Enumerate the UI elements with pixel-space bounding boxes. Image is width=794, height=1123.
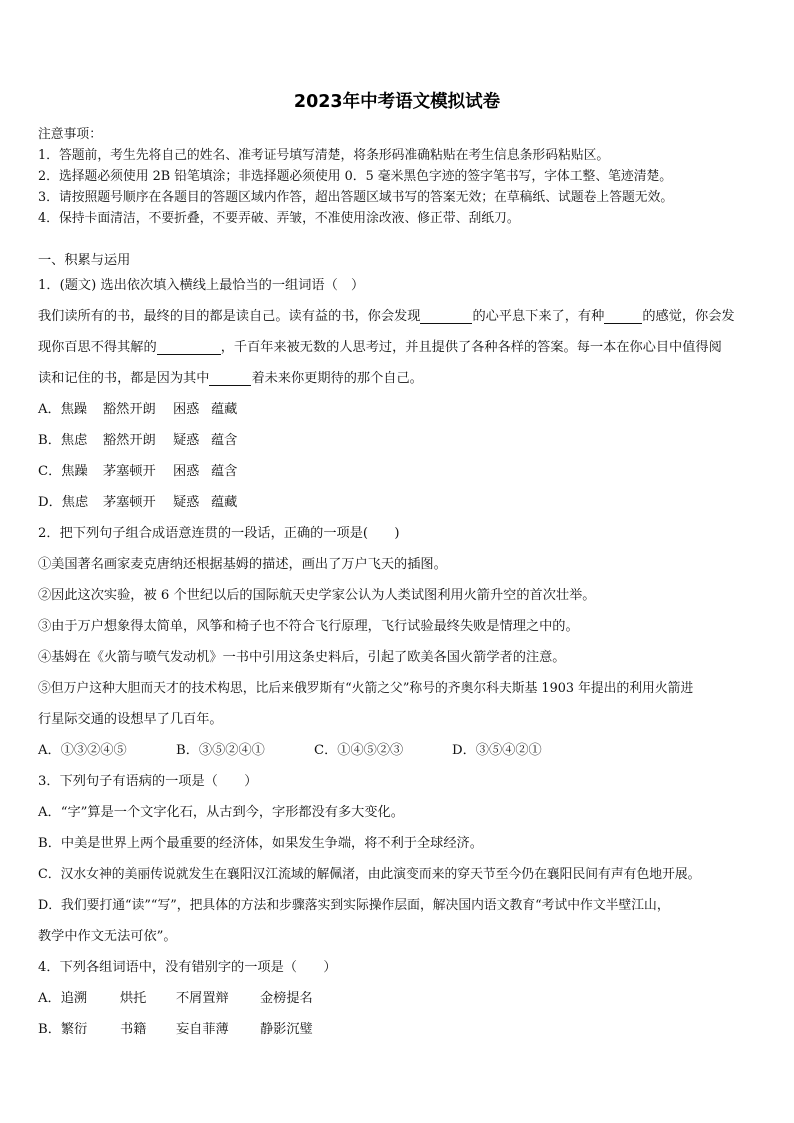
fill-blank-3 <box>157 340 221 355</box>
q1-option-d <box>38 491 237 510</box>
q2-sentence-1: ①美国著名画家麦克唐纳还根据基姆的描述，画出了万户飞天的插图。 <box>38 557 447 572</box>
q1-option-a-word-3: 困惑 <box>173 402 200 417</box>
q2-stem: 2．把下列句子组合成语意连贯的一段话，正确的一项是( ) <box>38 526 400 541</box>
q3-option-d: D．我们要打通“读”“写”，把具体的方法和步骤落实到实际操作层面，解决国内语文教育“考试中作文半壁江山， <box>38 898 670 913</box>
q1-passage-line-3 <box>38 367 423 386</box>
q1-option-c-word-2: 茅塞顿开 <box>103 464 156 479</box>
q2-options <box>38 739 542 758</box>
q4-option-a <box>38 987 313 1006</box>
notice-item-2: 2．选择题必须使用 2B 铅笔填涂；非选择题必须使用 0．5 毫米黑色字迹的签字笔书写，字体工整、笔迹清楚。 <box>38 169 673 184</box>
q1-option-b-word-2: 豁然开朗 <box>103 433 156 448</box>
q1-passage-line-2 <box>38 336 722 355</box>
q4-stem: 4．下列各组词语中，没有错别字的一项是（ ） <box>38 960 337 975</box>
notice-item-3: 3．请按照题号顺序在各题目的答题区域内作答，超出答题区域书写的答案无效；在草稿纸、试题卷上答题无效。 <box>38 190 674 205</box>
q2-option-a: A．①③②④⑤ <box>38 743 127 758</box>
q1-option-b-word-3: 疑惑 <box>173 433 200 448</box>
q3-option-c: C．汉水女神的美丽传说就发生在襄阳汉江流域的解佩渚，由此演变而来的穿天节至今仍在襄阳民间有声有色地开展。 <box>38 867 701 882</box>
q1-option-c-word-1: C．焦躁 <box>38 464 88 479</box>
notice-item-1: 1．答题前，考生先将自己的姓名、准考证号填写清楚，将条形码准确粘贴在考生信息条形码粘贴区。 <box>38 148 610 163</box>
q2-sentence-4: ④基姆在《火箭与喷气发动机》一书中引用这条史料后，引起了欧美各国火箭学者的注意。 <box>38 650 566 665</box>
q1-stem: 1．(题文) 选出依次填入横线上最恰当的一组词语（ ） <box>38 278 365 293</box>
q1-option-c-word-4: 蕴含 <box>211 464 238 479</box>
q2-sentence-3: ③由于万户想象得太简单，风筝和椅子也不符合飞行原理，飞行试验最终失败是情理之中的。 <box>38 619 579 634</box>
q1-option-b-word-4: 蕴含 <box>211 433 238 448</box>
q3-stem: 3．下列句子有语病的一项是（ ） <box>38 774 258 789</box>
q2-option-c: C．①④⑤②③ <box>314 743 404 758</box>
q1-text: ，千百年来被无数的人思考过，并且提供了各种各样的答案。每一本在你心目中值得阅 <box>220 340 722 355</box>
q2-sentence-5: ⑤但万户这种大胆而天才的技术构思，比后来俄罗斯有“火箭之父”称号的齐奥尔科夫斯基 1903 年提出的利用火箭进 <box>38 681 694 696</box>
q4-option-a-word-2: 烘托 <box>120 991 147 1006</box>
q1-text: 我们读所有的书，最终的目的都是读自己。读有益的书，你会发现 <box>38 309 421 324</box>
notice-heading: 注意事项： <box>38 127 102 142</box>
fill-blank-2 <box>604 309 642 324</box>
q4-option-a-word-3: 不屑置辩 <box>176 991 229 1006</box>
q4-option-a-word-4: 金榜提名 <box>260 991 313 1006</box>
q1-option-d-word-3: 疑惑 <box>173 495 200 510</box>
q1-option-a <box>38 398 237 417</box>
q4-option-b-word-4: 静影沉璧 <box>260 1022 313 1037</box>
q1-option-a-word-2: 豁然开朗 <box>103 402 156 417</box>
q1-text: 着未来你更期待的那个自己。 <box>251 371 423 386</box>
q4-option-b-word-2: 书籍 <box>120 1022 147 1037</box>
q2-option-d: D．③⑤④②① <box>452 743 542 758</box>
q3-option-d-cont: 教学中作文无法可依”。 <box>38 929 177 944</box>
q1-option-c-word-3: 困惑 <box>173 464 200 479</box>
fill-blank-1 <box>420 309 472 324</box>
q4-option-b-word-3: 妄自菲薄 <box>176 1022 229 1037</box>
q1-option-a-word-1: A．焦躁 <box>38 402 88 417</box>
q1-option-b-word-1: B．焦虑 <box>38 433 88 448</box>
q1-text: 读和记住的书，都是因为其中 <box>38 371 210 386</box>
q1-option-d-word-4: 蕴藏 <box>211 495 238 510</box>
q3-option-a: A．“字”算是一个文字化石，从古到今，字形都没有多大变化。 <box>38 805 404 820</box>
q4-option-b-word-1: B．繁衍 <box>38 1022 88 1037</box>
notice-item-4: 4．保持卡面清洁，不要折叠，不要弄破、弄皱，不准使用涂改液、修正带、刮纸刀。 <box>38 211 520 226</box>
q4-option-b <box>38 1018 313 1037</box>
q1-passage-line-1 <box>38 305 735 324</box>
q4-option-a-word-1: A．追溯 <box>38 991 88 1006</box>
q1-text: 的心平息下来了，有种 <box>472 309 605 324</box>
page-title: 2023年中考语文模拟试卷 <box>293 92 501 112</box>
q2-option-b: B．③⑤②④① <box>176 743 265 758</box>
q1-option-d-word-1: D．焦虑 <box>38 495 89 510</box>
q1-option-b <box>38 429 237 448</box>
q2-sentence-5-cont: 行星际交通的设想早了几百年。 <box>38 712 223 727</box>
q1-option-a-word-4: 蕴藏 <box>211 402 238 417</box>
q1-text: 现你百思不得其解的 <box>38 340 157 355</box>
q1-option-d-word-2: 茅塞顿开 <box>103 495 156 510</box>
q1-option-c <box>38 460 237 479</box>
q3-option-b: B．中美是世界上两个最重要的经济体，如果发生争端，将不利于全球经济。 <box>38 836 483 851</box>
q2-sentence-2: ②因此这次实验，被 6 个世纪以后的国际航天史学家公认为人类试图利用火箭升空的首次壮举。 <box>38 588 596 603</box>
q1-text: 的感觉，你会发 <box>642 309 735 324</box>
fill-blank-4 <box>209 371 251 386</box>
section-heading: 一、积累与运用 <box>38 253 131 268</box>
